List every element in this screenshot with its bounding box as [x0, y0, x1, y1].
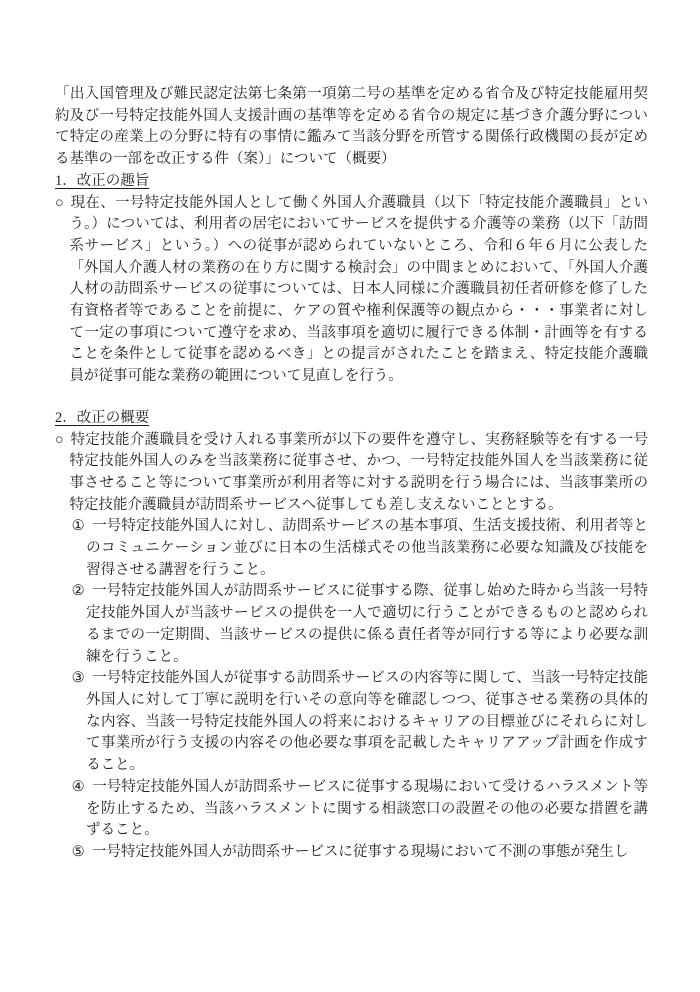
list-item-text: 一号特定技能外国人が訪問系サービスに従事する現場において不測の事態が発生し [91, 843, 629, 860]
circle-bullet-marker: ○ [55, 431, 65, 448]
paragraph-text: 現在、一号特定技能外国人として働く外国人介護職員（以下「特定技能介護職員」という。）については、利用者の居宅においてサービスを提供する介護等の業務（以下「訪問系サービス」という。）への従事が認められていないところ、令和６年６月に公表した「外国人介護人材の業務の在り方に関する検討会」の中間まとめにおいて、「外国人介護人材の訪問系サービスの従事については、日本人同様に介護職員初任者研修を修了した有資格者等であることを前提に、ケアの質や権利保護等の観点から・・・事業者に対して一定の事項について遵守を求め、当該事項を適切に履行できる体制・計画等を有することを条件として従事を認めるべき」との提言がされたことを踏まえ、特定技能介護職員が従事可能な業務の範囲について見直しを行う。 [69, 194, 648, 385]
list-item-text: 一号特定技能外国人に対し、訪問系サービスの基本事項、生活支援技術、利用者等とのコミュニケーション並びに日本の生活様式その他当該業務に必要な知識及び技能を習得させる講習を行うこと。 [86, 518, 649, 578]
section-1-heading: 1．改正の趣旨 [55, 172, 150, 189]
section-revision-purpose [55, 171, 648, 388]
section-revision-overview [55, 408, 648, 864]
list-item-text: 一号特定技能外国人が訪問系サービスに従事する現場において受けるハラスメント等を防止するため、当該ハラスメントに関する相談窓口の設置その他の必要な措置を講ずること。 [86, 778, 649, 839]
list-item [55, 842, 648, 864]
section-2-heading: 2．改正の概要 [55, 409, 150, 426]
document-title: 「出入国管理及び難民認定法第七条第一項第二号の基準を定める省令及び特定技能雇用契約及び一号特定技能外国人支援計画の基準等を定める省令の規定に基づき介護分野について特定の産業上の分野に特有の事情に鑑みて当該分野を所管する関係行政機関の長が定める基準の一部を改正する件（案）」について（概要） [55, 86, 648, 168]
paragraph-text: 特定技能介護職員を受け入れる事業所が以下の要件を遵守し、実務経験等を有する一号特定技能外国人のみを当該業務に従事させ、かつ、一号特定技能外国人を当該業務に従事させること等について事業所が利用者等に対する説明を行う場合には、当該事業所の特定技能介護職員が訪問系サービスへ従事しても差し支えないこととする。 [69, 431, 648, 513]
list-item-text: 一号特定技能外国人が訪問系サービスに従事する際、従事し始めた時から当該一号特定技能外国人が当該サービスの提供を一人で適切に行うことができるものと認められるまでの一定期間、当該サービスの提供に係る責任者等が同行する等により必要な訓練を行うこと。 [86, 583, 649, 665]
circled-number-2-marker: ② [71, 583, 85, 600]
circle-bullet-marker: ○ [55, 194, 65, 211]
paragraph [55, 193, 648, 388]
list-item [55, 516, 648, 581]
circled-number-5-marker: ⑤ [71, 843, 85, 860]
list-item [55, 581, 648, 668]
paragraph [55, 430, 648, 517]
list-item [55, 668, 648, 777]
circled-number-1-marker: ① [71, 518, 85, 535]
list-item [55, 777, 648, 842]
circled-number-4-marker: ④ [71, 778, 85, 795]
list-item-text: 一号特定技能外国人が従事する訪問系サービスの内容等に関して、当該一号特定技能外国人に対して丁寧に説明を行いその意向等を確認しつつ、従事させる業務の具体的な内容、当該一号特定技能外国人の将来におけるキャリアの目標並びにそれらに対して事業所が行う支援の内容その他必要な事項を記載したキャリアアップ計画を作成すること。 [86, 670, 648, 774]
circled-number-3-marker: ③ [71, 670, 85, 687]
